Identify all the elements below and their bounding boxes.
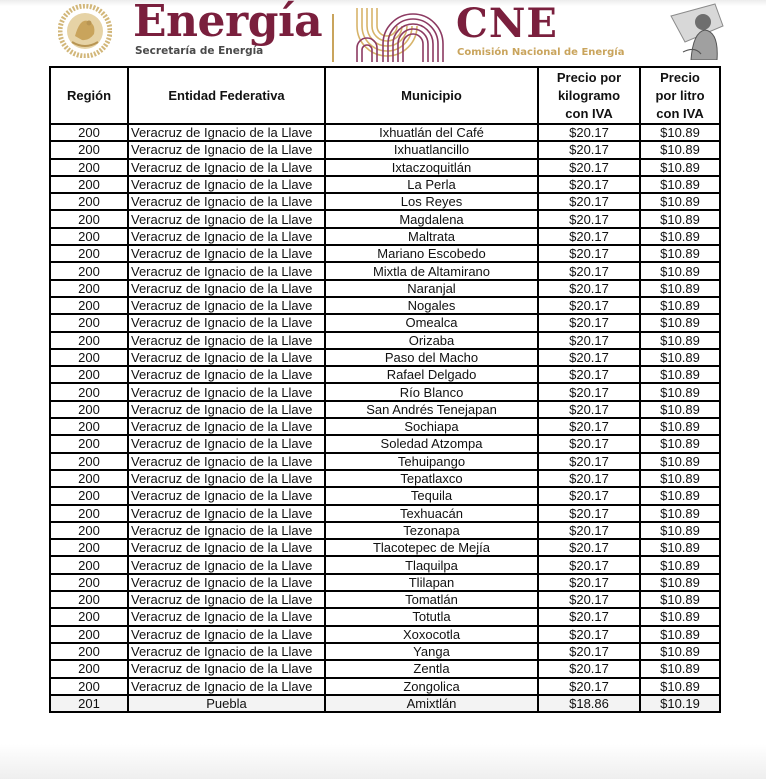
region-cell: 200 — [50, 660, 128, 677]
table-row — [50, 505, 720, 522]
region-cell: 200 — [50, 124, 128, 141]
price-kg-cell: $20.17 — [538, 626, 640, 643]
price-litro-cell: $10.89 — [640, 176, 720, 193]
column-header-price-litro: Precio por litro con IVA — [640, 67, 720, 124]
price-litro-cell: $10.89 — [640, 556, 720, 573]
municipio-cell: Tlaquilpa — [325, 556, 538, 573]
price-kg-cell: $20.17 — [538, 608, 640, 625]
region-cell: 200 — [50, 262, 128, 279]
municipio-cell: Paso del Macho — [325, 349, 538, 366]
table-row — [50, 401, 720, 418]
entidad-cell: Veracruz de Ignacio de la Llave — [128, 678, 325, 695]
bottom-shadow — [0, 744, 766, 779]
municipio-cell: Tehuipango — [325, 453, 538, 470]
municipio-cell: Texhuacán — [325, 505, 538, 522]
price-litro-cell: $10.89 — [640, 314, 720, 331]
price-litro-cell: $10.89 — [640, 574, 720, 591]
price-litro-cell: $10.89 — [640, 643, 720, 660]
table-row — [50, 470, 720, 487]
price-kg-cell: $20.17 — [538, 193, 640, 210]
region-cell: 200 — [50, 608, 128, 625]
energia-logo-subtitle: Secretaría de Energía — [135, 45, 264, 57]
entidad-cell: Veracruz de Ignacio de la Llave — [128, 159, 325, 176]
municipio-cell: Tlilapan — [325, 574, 538, 591]
region-cell: 200 — [50, 141, 128, 158]
mexican-coat-of-arms-icon — [58, 4, 112, 58]
table-row — [50, 245, 720, 262]
municipio-cell: Tomatlán — [325, 591, 538, 608]
table-row — [50, 453, 720, 470]
table-header-row — [50, 67, 720, 124]
price-kg-cell: $20.17 — [538, 245, 640, 262]
entidad-cell: Veracruz de Ignacio de la Llave — [128, 245, 325, 262]
municipio-cell: Ixhuatlancillo — [325, 141, 538, 158]
price-litro-cell: $10.89 — [640, 141, 720, 158]
price-litro-cell: $10.89 — [640, 366, 720, 383]
entidad-cell: Veracruz de Ignacio de la Llave — [128, 193, 325, 210]
region-cell: 200 — [50, 522, 128, 539]
price-litro-cell: $10.89 — [640, 228, 720, 245]
table-row — [50, 556, 720, 573]
price-litro-cell: $10.89 — [640, 349, 720, 366]
price-litro-cell: $10.89 — [640, 297, 720, 314]
price-litro-cell: $10.89 — [640, 435, 720, 452]
entidad-cell: Veracruz de Ignacio de la Llave — [128, 401, 325, 418]
municipio-cell: Zongolica — [325, 678, 538, 695]
municipio-cell: Totutla — [325, 608, 538, 625]
region-cell: 200 — [50, 366, 128, 383]
price-kg-cell: $20.17 — [538, 228, 640, 245]
region-cell: 200 — [50, 453, 128, 470]
price-litro-cell: $10.89 — [640, 453, 720, 470]
entidad-cell: Veracruz de Ignacio de la Llave — [128, 262, 325, 279]
table-row — [50, 608, 720, 625]
region-cell: 200 — [50, 539, 128, 556]
table-row — [50, 262, 720, 279]
table-row — [50, 678, 720, 695]
price-litro-cell: $10.89 — [640, 401, 720, 418]
municipio-cell: Omealca — [325, 314, 538, 331]
entidad-cell: Veracruz de Ignacio de la Llave — [128, 522, 325, 539]
price-litro-cell: $10.89 — [640, 470, 720, 487]
entidad-cell: Veracruz de Ignacio de la Llave — [128, 418, 325, 435]
region-cell: 200 — [50, 470, 128, 487]
price-kg-cell: $20.17 — [538, 176, 640, 193]
table-row — [50, 228, 720, 245]
price-kg-cell: $20.17 — [538, 141, 640, 158]
cne-logo-icon — [355, 6, 447, 62]
entidad-cell: Veracruz de Ignacio de la Llave — [128, 574, 325, 591]
price-litro-cell: $10.89 — [640, 418, 720, 435]
entidad-cell: Veracruz de Ignacio de la Llave — [128, 210, 325, 227]
table-row — [50, 626, 720, 643]
table-row — [50, 124, 720, 141]
region-cell: 200 — [50, 159, 128, 176]
entidad-cell: Veracruz de Ignacio de la Llave — [128, 539, 325, 556]
municipio-cell: Soledad Atzompa — [325, 435, 538, 452]
entidad-cell: Veracruz de Ignacio de la Llave — [128, 487, 325, 504]
entidad-cell: Veracruz de Ignacio de la Llave — [128, 435, 325, 452]
region-cell: 201 — [50, 695, 128, 712]
entidad-cell: Veracruz de Ignacio de la Llave — [128, 228, 325, 245]
price-litro-cell: $10.89 — [640, 245, 720, 262]
table-row — [50, 539, 720, 556]
municipio-cell: Ixhuatlán del Café — [325, 124, 538, 141]
entidad-cell: Veracruz de Ignacio de la Llave — [128, 660, 325, 677]
region-cell: 200 — [50, 193, 128, 210]
municipio-cell: Ixtaczoquitlán — [325, 159, 538, 176]
entidad-cell: Veracruz de Ignacio de la Llave — [128, 366, 325, 383]
region-cell: 200 — [50, 505, 128, 522]
table-row — [50, 297, 720, 314]
municipio-cell: Río Blanco — [325, 383, 538, 400]
region-cell: 200 — [50, 678, 128, 695]
price-kg-cell: $20.17 — [538, 418, 640, 435]
region-cell: 200 — [50, 487, 128, 504]
entidad-cell: Veracruz de Ignacio de la Llave — [128, 280, 325, 297]
table-row — [50, 366, 720, 383]
price-litro-cell: $10.89 — [640, 591, 720, 608]
price-litro-cell: $10.89 — [640, 522, 720, 539]
municipio-cell: San Andrés Tenejapan — [325, 401, 538, 418]
table-row — [50, 332, 720, 349]
entidad-cell: Veracruz de Ignacio de la Llave — [128, 643, 325, 660]
municipio-cell: Mixtla de Altamirano — [325, 262, 538, 279]
price-kg-cell: $20.17 — [538, 522, 640, 539]
table-row — [50, 487, 720, 504]
table-row — [50, 418, 720, 435]
price-kg-cell: $20.17 — [538, 383, 640, 400]
table-row — [50, 660, 720, 677]
table-row — [50, 643, 720, 660]
price-litro-cell: $10.89 — [640, 505, 720, 522]
energia-logo-title: Energía — [133, 0, 323, 47]
price-litro-cell: $10.89 — [640, 487, 720, 504]
municipio-cell: Yanga — [325, 643, 538, 660]
region-cell: 200 — [50, 280, 128, 297]
column-header-price-kg: Precio por kilogramo con IVA — [538, 67, 640, 124]
entidad-cell: Veracruz de Ignacio de la Llave — [128, 349, 325, 366]
entidad-cell: Veracruz de Ignacio de la Llave — [128, 332, 325, 349]
municipio-cell: Tepatlaxco — [325, 470, 538, 487]
table-row — [50, 314, 720, 331]
municipio-cell: Nogales — [325, 297, 538, 314]
table-row — [50, 210, 720, 227]
price-kg-cell: $20.17 — [538, 453, 640, 470]
price-litro-cell: $10.89 — [640, 608, 720, 625]
cne-logo-title: CNE — [456, 0, 558, 47]
price-kg-cell: $20.17 — [538, 591, 640, 608]
price-kg-cell: $18.86 — [538, 695, 640, 712]
municipio-cell: Amixtlán — [325, 695, 538, 712]
table-row — [50, 435, 720, 452]
region-cell: 200 — [50, 245, 128, 262]
price-kg-cell: $20.17 — [538, 349, 640, 366]
region-cell: 200 — [50, 435, 128, 452]
table-row — [50, 159, 720, 176]
entidad-cell: Veracruz de Ignacio de la Llave — [128, 453, 325, 470]
price-kg-cell: $20.17 — [538, 124, 640, 141]
price-kg-cell: $20.17 — [538, 660, 640, 677]
table-row — [50, 522, 720, 539]
table-row — [50, 280, 720, 297]
table-row — [50, 193, 720, 210]
column-header-region: Región — [50, 67, 128, 124]
price-kg-cell: $20.17 — [538, 159, 640, 176]
municipio-cell: Sochiapa — [325, 418, 538, 435]
price-kg-cell: $20.17 — [538, 280, 640, 297]
region-cell: 200 — [50, 314, 128, 331]
price-litro-cell: $10.89 — [640, 124, 720, 141]
municipio-cell: Tequila — [325, 487, 538, 504]
price-kg-cell: $20.17 — [538, 401, 640, 418]
price-kg-cell: $20.17 — [538, 643, 640, 660]
entidad-cell: Veracruz de Ignacio de la Llave — [128, 470, 325, 487]
municipio-cell: Xoxocotla — [325, 626, 538, 643]
price-kg-cell: $20.17 — [538, 487, 640, 504]
logo-divider — [332, 14, 334, 62]
price-litro-cell: $10.89 — [640, 539, 720, 556]
price-litro-cell: $10.89 — [640, 159, 720, 176]
price-kg-cell: $20.17 — [538, 678, 640, 695]
entidad-cell: Veracruz de Ignacio de la Llave — [128, 608, 325, 625]
entidad-cell: Veracruz de Ignacio de la Llave — [128, 626, 325, 643]
table-row — [50, 176, 720, 193]
price-kg-cell: $20.17 — [538, 314, 640, 331]
region-cell: 200 — [50, 591, 128, 608]
column-header-entidad: Entidad Federativa — [128, 67, 325, 124]
entidad-cell: Veracruz de Ignacio de la Llave — [128, 383, 325, 400]
cne-logo-subtitle: Comisión Nacional de Energía — [457, 47, 625, 58]
table-row — [50, 591, 720, 608]
price-kg-cell: $20.17 — [538, 470, 640, 487]
region-cell: 200 — [50, 349, 128, 366]
region-cell: 200 — [50, 556, 128, 573]
table-row — [50, 574, 720, 591]
table-row — [50, 383, 720, 400]
price-litro-cell: $10.89 — [640, 660, 720, 677]
heroine-illustration-icon — [665, 2, 731, 60]
region-cell: 200 — [50, 418, 128, 435]
price-kg-cell: $20.17 — [538, 539, 640, 556]
region-cell: 200 — [50, 210, 128, 227]
entidad-cell: Veracruz de Ignacio de la Llave — [128, 591, 325, 608]
entidad-cell: Veracruz de Ignacio de la Llave — [128, 297, 325, 314]
price-kg-cell: $20.17 — [538, 262, 640, 279]
region-cell: 200 — [50, 574, 128, 591]
municipio-cell: Magdalena — [325, 210, 538, 227]
column-header-municipio: Municipio — [325, 67, 538, 124]
entidad-cell: Veracruz de Ignacio de la Llave — [128, 556, 325, 573]
municipio-cell: Orizaba — [325, 332, 538, 349]
entidad-cell: Puebla — [128, 695, 325, 712]
price-litro-cell: $10.89 — [640, 210, 720, 227]
gas-prices-table — [49, 66, 721, 713]
price-kg-cell: $20.17 — [538, 210, 640, 227]
region-cell: 200 — [50, 643, 128, 660]
price-litro-cell: $10.89 — [640, 332, 720, 349]
entidad-cell: Veracruz de Ignacio de la Llave — [128, 124, 325, 141]
price-kg-cell: $20.17 — [538, 366, 640, 383]
price-litro-cell: $10.19 — [640, 695, 720, 712]
entidad-cell: Veracruz de Ignacio de la Llave — [128, 505, 325, 522]
municipio-cell: Los Reyes — [325, 193, 538, 210]
municipio-cell: Zentla — [325, 660, 538, 677]
price-litro-cell: $10.89 — [640, 280, 720, 297]
region-cell: 200 — [50, 228, 128, 245]
region-cell: 200 — [50, 626, 128, 643]
price-litro-cell: $10.89 — [640, 626, 720, 643]
price-kg-cell: $20.17 — [538, 556, 640, 573]
price-kg-cell: $20.17 — [538, 435, 640, 452]
price-kg-cell: $20.17 — [538, 505, 640, 522]
table-row — [50, 141, 720, 158]
municipio-cell: La Perla — [325, 176, 538, 193]
region-cell: 200 — [50, 401, 128, 418]
price-kg-cell: $20.17 — [538, 332, 640, 349]
entidad-cell: Veracruz de Ignacio de la Llave — [128, 141, 325, 158]
price-kg-cell: $20.17 — [538, 574, 640, 591]
region-cell: 200 — [50, 176, 128, 193]
price-litro-cell: $10.89 — [640, 193, 720, 210]
municipio-cell: Naranjal — [325, 280, 538, 297]
municipio-cell: Tlacotepec de Mejía — [325, 539, 538, 556]
municipio-cell: Tezonapa — [325, 522, 538, 539]
region-cell: 200 — [50, 383, 128, 400]
municipio-cell: Mariano Escobedo — [325, 245, 538, 262]
price-litro-cell: $10.89 — [640, 678, 720, 695]
document-header — [0, 0, 766, 66]
table-row — [50, 349, 720, 366]
region-cell: 200 — [50, 297, 128, 314]
entidad-cell: Veracruz de Ignacio de la Llave — [128, 176, 325, 193]
price-litro-cell: $10.89 — [640, 383, 720, 400]
table-body — [50, 124, 720, 712]
price-kg-cell: $20.17 — [538, 297, 640, 314]
price-litro-cell: $10.89 — [640, 262, 720, 279]
table-row — [50, 695, 720, 712]
region-cell: 200 — [50, 332, 128, 349]
entidad-cell: Veracruz de Ignacio de la Llave — [128, 314, 325, 331]
municipio-cell: Rafael Delgado — [325, 366, 538, 383]
municipio-cell: Maltrata — [325, 228, 538, 245]
